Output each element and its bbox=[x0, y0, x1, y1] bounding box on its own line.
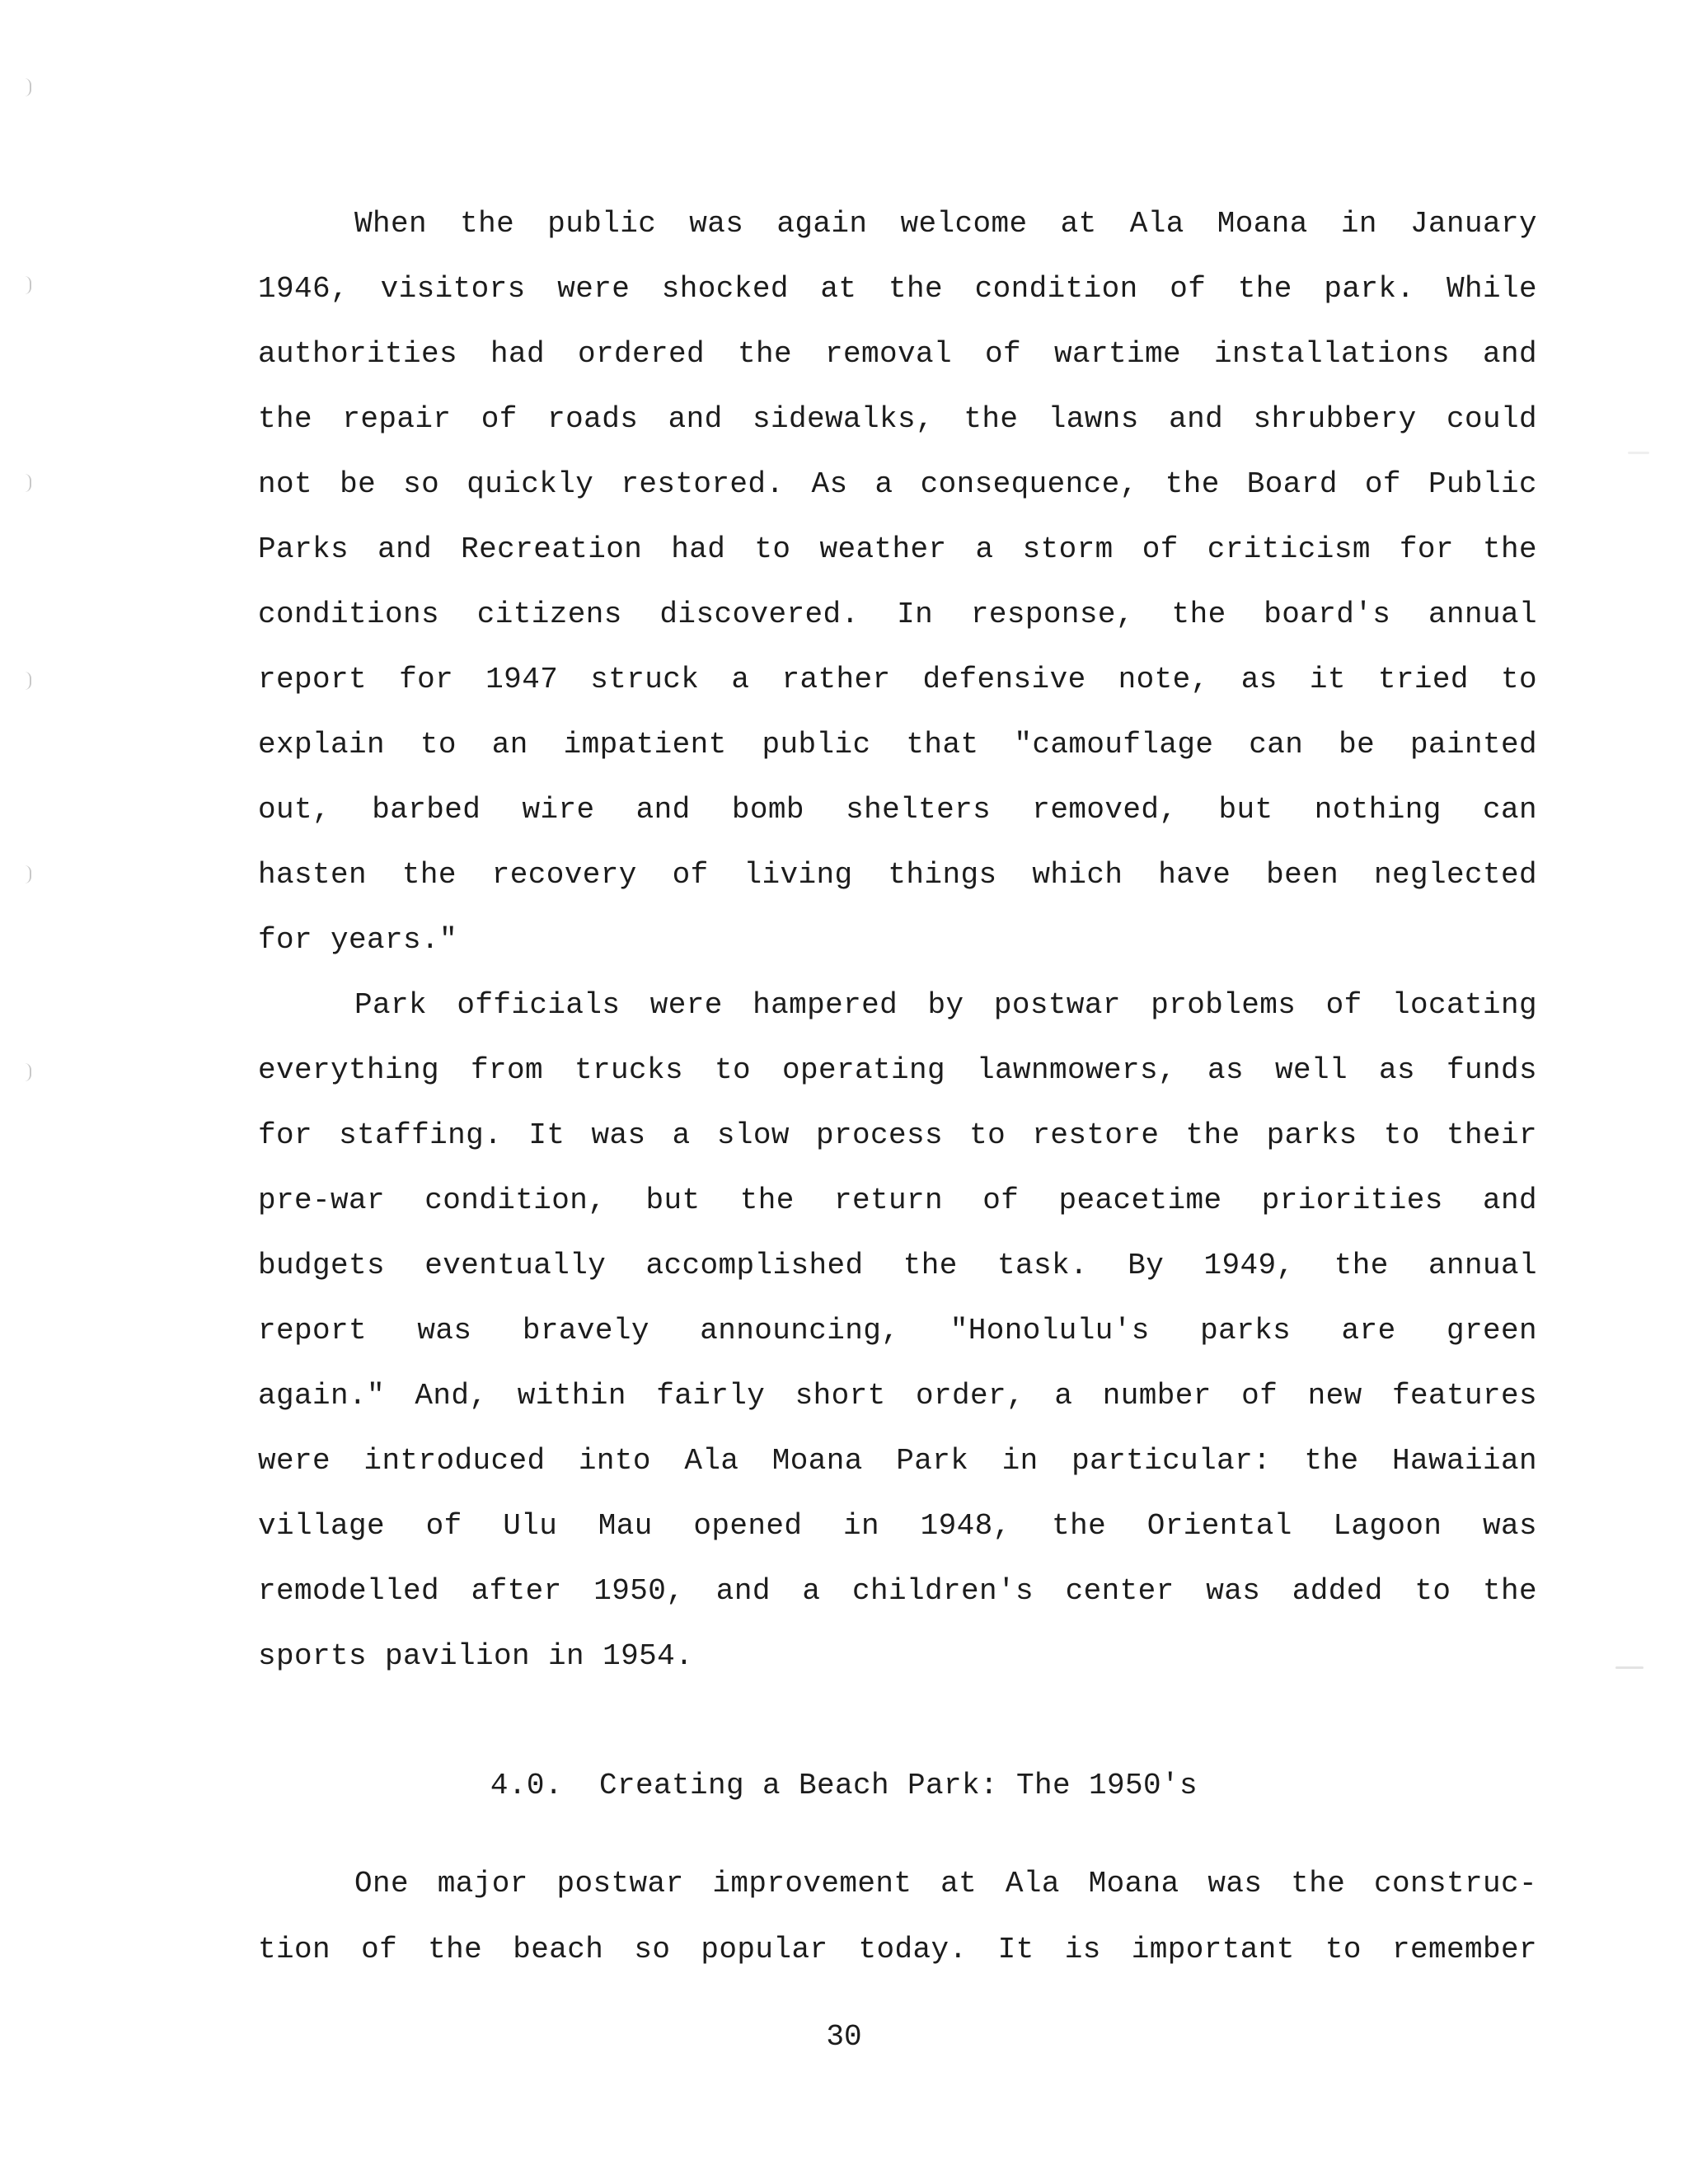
scan-smudge bbox=[1615, 1666, 1643, 1669]
paragraph-2-line: remodelled after 1950, and a children's center was added to the bbox=[258, 1574, 1537, 1608]
page-number: 30 bbox=[826, 2020, 862, 2054]
paragraph-1-line: not be so quickly restored. As a consequence, the Board of Public bbox=[258, 467, 1537, 501]
binding-mark bbox=[25, 1063, 31, 1081]
paragraph-1-line: out, barbed wire and bomb shelters removed, but nothing can bbox=[258, 793, 1537, 827]
scan-smudge bbox=[1628, 452, 1649, 454]
paragraph-1-line: authorities had ordered the removal of wartime installations and bbox=[258, 337, 1537, 371]
binding-mark bbox=[25, 672, 31, 690]
paragraph-1-line: When the public was again welcome at Ala Moana in January bbox=[354, 207, 1537, 241]
paragraph-1-line: the repair of roads and sidewalks, the lawns and shrubbery could bbox=[258, 402, 1537, 436]
paragraph-1-line: 1946, visitors were shocked at the condition of the park. While bbox=[258, 272, 1537, 306]
paragraph-2-line: report was bravely announcing, "Honolulu's parks are green bbox=[258, 1314, 1537, 1347]
paragraph-2-line: again." And, within fairly short order, a number of new features bbox=[258, 1379, 1537, 1413]
paragraph-3-line: tion of the beach so popular today. It is important to remember bbox=[258, 1933, 1537, 1966]
paragraph-2-line: pre-war condition, but the return of peacetime priorities and bbox=[258, 1183, 1537, 1217]
section-heading: 4.0. Creating a Beach Park: The 1950's bbox=[490, 1769, 1198, 1802]
binding-mark bbox=[25, 276, 31, 294]
paragraph-2-line: for staffing. It was a slow process to restore the parks to their bbox=[258, 1118, 1537, 1152]
binding-mark bbox=[25, 78, 31, 96]
paragraph-2-line: Park officials were hampered by postwar problems of locating bbox=[354, 988, 1537, 1022]
paragraph-1-line: Parks and Recreation had to weather a storm of criticism for the bbox=[258, 532, 1537, 566]
paragraph-1-line: for years." bbox=[258, 923, 458, 957]
paragraph-1-line: conditions citizens discovered. In response, the board's annual bbox=[258, 598, 1537, 631]
binding-mark bbox=[25, 474, 31, 492]
paragraph-2-line: village of Ulu Mau opened in 1948, the Oriental Lagoon was bbox=[258, 1509, 1537, 1543]
binding-mark bbox=[25, 865, 31, 883]
paragraph-2-line: budgets eventually accomplished the task. By 1949, the annual bbox=[258, 1249, 1537, 1282]
paragraph-2-line: everything from trucks to operating lawnmowers, as well as funds bbox=[258, 1053, 1537, 1087]
paragraph-2-line: sports pavilion in 1954. bbox=[258, 1639, 694, 1673]
paragraph-2-line: were introduced into Ala Moana Park in particular: the Hawaiian bbox=[258, 1444, 1537, 1478]
paragraph-1-line: hasten the recovery of living things which have been neglected bbox=[258, 858, 1537, 892]
paragraph-1-line: explain to an impatient public that "camouflage can be painted bbox=[258, 728, 1537, 762]
paragraph-3-line: One major postwar improvement at Ala Moana was the construc- bbox=[354, 1867, 1537, 1900]
paragraph-1-line: report for 1947 struck a rather defensive note, as it tried to bbox=[258, 663, 1537, 696]
